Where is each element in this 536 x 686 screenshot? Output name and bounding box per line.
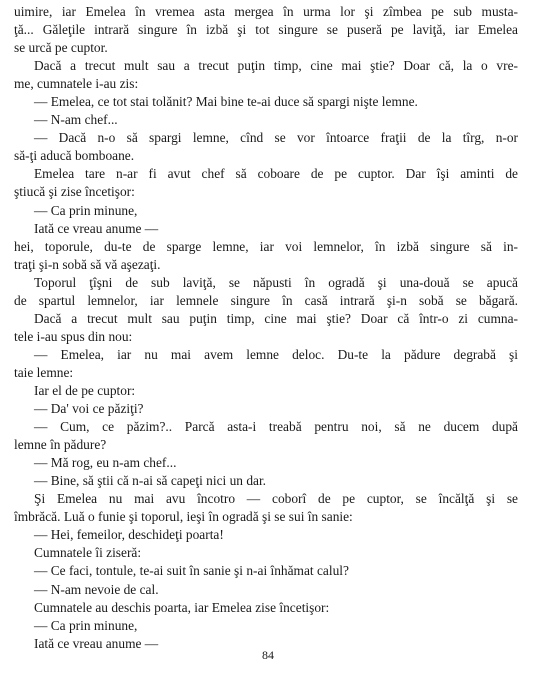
text-line: — Da' voi ce păziţi? (34, 401, 144, 417)
text-line: lemne în pădure? (14, 437, 107, 453)
text-line: traţi şi-n sobă să vă aşezaţi. (14, 256, 161, 272)
text-line: — Ca prin minune, (34, 617, 138, 633)
text-line: — Mă rog, eu n-am chef... (34, 455, 177, 471)
body-text (14, 3, 518, 653)
text-line: — Ca prin minune, (34, 202, 138, 218)
text-line: Dacă a trecut mult sau puţin timp, cine mai ştie? Doar că într-o zi cumna- (34, 310, 518, 326)
text-line: — Emelea, iar nu mai avem lemne deloc. Du-te la pădure degrabă şi (34, 346, 518, 362)
text-line: Iar el de pe cuptor: (34, 382, 136, 398)
text-line: — Hei, femeilor, deschideţi poarta! (34, 527, 224, 543)
text-line: — N-am nevoie de cal. (34, 581, 159, 597)
text-line: Cumnatele au deschis poarta, iar Emelea zise încetişor: (34, 599, 330, 615)
text-line: Emelea tare n-ar fi avut chef să coboare de pe cuptor. Dar îşi aminti de (34, 166, 518, 182)
text-line: me, cumnatele i-au zis: (14, 76, 139, 92)
text-line: taie lemne: (14, 364, 74, 380)
text-line: îmbrăcă. Luă o funie şi toporul, ieşi în ogradă şi se sui în sanie: (14, 509, 353, 525)
text-line: să-ţi aducă bomboane. (14, 148, 135, 164)
text-line: — Cum, ce păzim?.. Parcă asta-i treabă pentru noi, să ne ducem după (34, 419, 518, 435)
text-line: se urcă pe cuptor. (14, 40, 108, 56)
text-line: Iată ce vreau anume — (34, 220, 159, 236)
text-line: Cumnatele îi ziseră: (34, 545, 142, 561)
text-line: — N-am chef... (34, 112, 118, 128)
text-line: — Ce faci, tontule, te-ai suit în sanie şi n-ai înhămat calul? (34, 563, 349, 579)
text-line: — Emelea, ce tot stai tolănit? Mai bine te-ai duce să spargi nişte lemne. (34, 94, 418, 110)
text-line: uimire, iar Emelea în vremea asta mergea în urma lor şi zîmbea pe sub musta- (14, 4, 518, 19)
text-line: Toporul ţîşni de sub laviţă, se năpusti în ogradă şi una-două se apucă (34, 274, 518, 290)
text-line: — Bine, să ştii că n-ai să capeţi nici un dar. (34, 473, 267, 489)
text-line: tele i-au spus din nou: (14, 328, 133, 344)
text-line: — Dacă n-o să spargi lemne, cînd se vor întoarce fraţii de la tîrg, n-or (34, 130, 518, 146)
text-line: Şi Emelea nu mai avu încotro — coborî de pe cuptor, se încălţă şi se (34, 491, 518, 507)
text-line: Dacă a trecut mult sau a trecut puţin timp, cine mai ştie? Doar că, la o vre- (34, 58, 518, 74)
page-number: 84 (262, 648, 274, 662)
text-line: hei, toporule, du-te de sparge lemne, iar voi lemnelor, în izbă singure să in- (14, 238, 518, 254)
text-line: de spartul lemnelor, iar lemnele singure în casă intrară şi-n sobă se băgară. (14, 292, 518, 308)
text-line: Iată ce vreau anume — (34, 635, 159, 651)
text-line: ştiucă şi zise încetişor: (14, 184, 135, 200)
text-line: ţă... Găleţile intrară singure în izbă şi tot singure se puseră pe laviţă, iar Emelea (14, 22, 518, 38)
